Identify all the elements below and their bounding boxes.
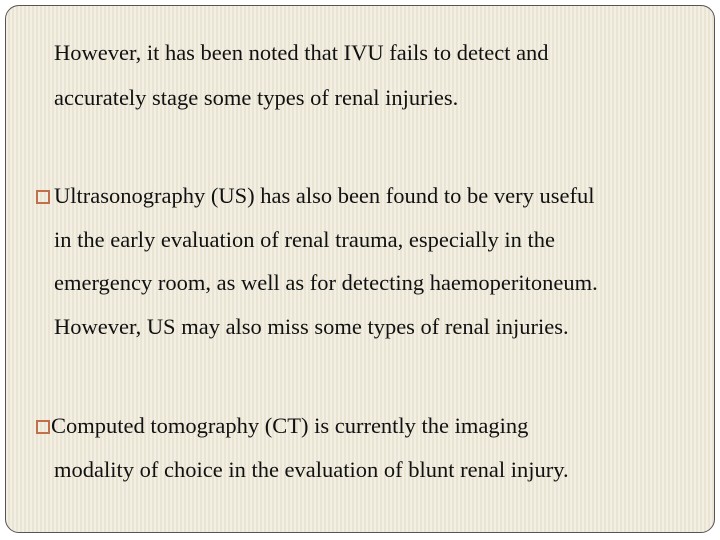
text-line: accurately stage some types of renal injuries. xyxy=(54,85,459,110)
text-line: in the early evaluation of renal trauma, especially in the xyxy=(54,227,556,252)
square-bullet-icon xyxy=(36,420,50,434)
text-line: Computed tomography (CT) is currently the imaging xyxy=(51,413,529,438)
square-bullet-icon xyxy=(36,190,50,204)
bullet-line xyxy=(36,183,595,209)
text-line: However, US may also miss some types of renal injuries. xyxy=(54,314,569,339)
text-line: emergency room, as well as for detecting haemoperitoneum. xyxy=(54,270,598,295)
text-line: Ultrasonography (US) has also been found to be very useful xyxy=(54,183,595,208)
bullet-line xyxy=(36,413,528,439)
text-line: modality of choice in the evaluation of blunt renal injury. xyxy=(54,457,569,482)
text-line: However, it has been noted that IVU fails to detect and xyxy=(54,40,549,65)
slide xyxy=(5,5,715,533)
